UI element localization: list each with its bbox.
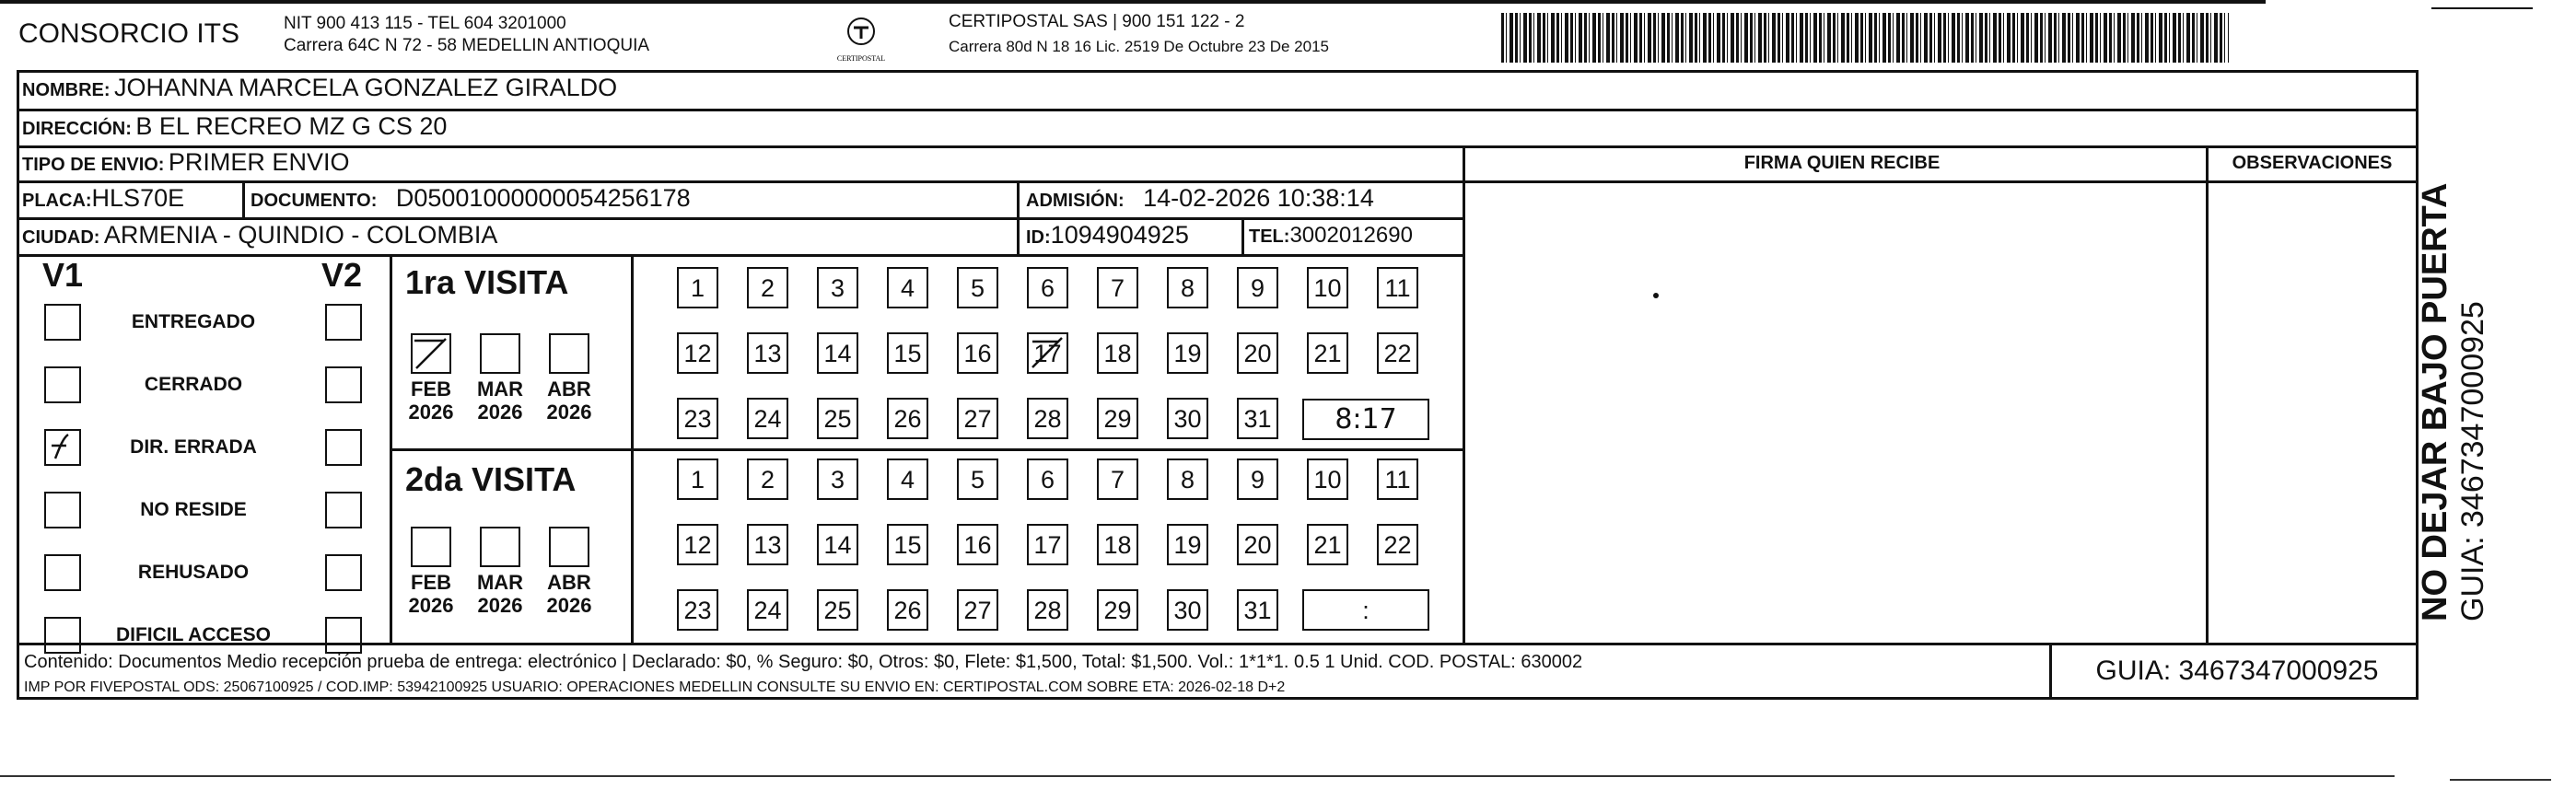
month-label	[403, 571, 459, 617]
day-box[interactable]: 14	[817, 332, 858, 374]
tel-row	[1249, 223, 1413, 249]
month-checkbox[interactable]	[411, 333, 451, 374]
day-box[interactable]: 15	[887, 332, 928, 374]
v1-checkbox[interactable]	[44, 554, 81, 591]
nombre-label: NOMBRE:	[22, 80, 111, 100]
day-box[interactable]: 23	[677, 398, 718, 439]
day-box[interactable]: 26	[887, 398, 928, 439]
day-box[interactable]: 25	[817, 398, 858, 439]
day-box[interactable]: 5	[957, 459, 998, 500]
v2-checkbox[interactable]	[325, 492, 362, 528]
day-box[interactable]: 1	[677, 459, 718, 500]
observaciones-label: OBSERVACIONES	[2232, 153, 2393, 173]
day-box[interactable]: 13	[747, 332, 788, 374]
v1-checkbox[interactable]	[44, 617, 81, 654]
nombre-row	[22, 74, 617, 102]
day-box[interactable]: 7	[1097, 267, 1138, 308]
bottom-corner-rule	[2450, 779, 2551, 781]
row-line	[17, 643, 2419, 645]
day-box[interactable]: 10	[1307, 267, 1348, 308]
v1-checkbox[interactable]	[44, 429, 81, 466]
day-box[interactable]: 19	[1167, 332, 1208, 374]
month-checkbox[interactable]	[411, 527, 451, 567]
month-label	[403, 377, 459, 424]
v2-checkbox[interactable]	[325, 304, 362, 341]
certipostal-logo	[833, 13, 889, 68]
day-box[interactable]: 22	[1377, 332, 1418, 374]
documento-label: DOCUMENTO:	[251, 191, 378, 211]
ciudad-value: ARMENIA - QUINDIO - COLOMBIA	[103, 221, 498, 249]
id-value: 1094904925	[1050, 221, 1189, 249]
ciudad-label: CIUDAD:	[22, 227, 100, 248]
side-guia: GUIA: 3467347000925	[2455, 301, 2490, 621]
day-box[interactable]: 21	[1307, 524, 1348, 565]
month-checkbox[interactable]	[480, 333, 520, 374]
tipo-label: TIPO DE ENVIO:	[22, 155, 165, 175]
v2-label: V2	[321, 256, 363, 294]
side-warning: NO DEJAR BAJO PUERTA	[2416, 182, 2454, 621]
day-box[interactable]: 18	[1097, 332, 1138, 374]
day-box[interactable]: 6	[1027, 459, 1068, 500]
month-year: 2026	[477, 594, 523, 617]
day-box[interactable]: 26	[887, 589, 928, 631]
day-box[interactable]: 5	[957, 267, 998, 308]
month-year: 2026	[546, 594, 592, 617]
company-address: Carrera 64C N 72 - 58 MEDELLIN ANTIOQUIA	[284, 36, 650, 55]
col-line	[1017, 180, 1020, 254]
month-label	[542, 377, 597, 424]
day-box[interactable]: 12	[677, 524, 718, 565]
barcode	[1501, 13, 2229, 63]
footer-guia: GUIA: 3467347000925	[2095, 656, 2379, 686]
month-year: 2026	[408, 594, 454, 617]
id-row	[1026, 221, 1189, 250]
month-checkbox[interactable]	[480, 527, 520, 567]
admision-value: 14-02-2026 10:38:14	[1143, 184, 1374, 212]
v1-checkbox[interactable]	[44, 366, 81, 403]
row-line	[17, 145, 2419, 148]
row-line	[17, 217, 1463, 220]
month-name: MAR	[476, 571, 524, 594]
col-line	[2049, 643, 2052, 700]
day-box[interactable]: 21	[1307, 332, 1348, 374]
firma-label: FIRMA QUIEN RECIBE	[1743, 153, 1941, 173]
day-box[interactable]: 16	[957, 332, 998, 374]
col-line	[1241, 217, 1244, 254]
row-line	[17, 254, 1463, 257]
day-box[interactable]: 2	[747, 267, 788, 308]
day-box[interactable]: 22	[1377, 524, 1418, 565]
company-nit: NIT 900 413 115 - TEL 604 3201000	[284, 14, 566, 33]
documento-row	[251, 184, 691, 213]
col-line	[1463, 145, 1465, 643]
day-box[interactable]: 17	[1027, 524, 1068, 565]
day-box[interactable]: 24	[747, 589, 788, 631]
month-name: FEB	[411, 377, 451, 400]
imp-text: IMP POR FIVEPOSTAL ODS: 25067100925 / COD.IMP: 53942100925 USUARIO: OPERACIONES MEDELLIN CONSULTE SU ENVIO EN: CERTIPOSTAL.COM SOBRE ETA: 2026-02-18 D+2	[24, 679, 1286, 695]
v2-checkbox[interactable]	[325, 366, 362, 403]
day-box[interactable]: 20	[1237, 524, 1278, 565]
day-box[interactable]: 27	[957, 589, 998, 631]
v2-checkbox[interactable]	[325, 554, 362, 591]
visit1-title: 1ra VISITA	[405, 263, 569, 301]
reason-label: DIFICIL ACCESO	[115, 624, 271, 645]
carrier-name: CERTIPOSTAL SAS | 900 151 122 - 2	[949, 12, 1245, 31]
row-line	[17, 180, 2419, 183]
month-name: FEB	[411, 571, 451, 594]
day-box[interactable]: 9	[1237, 459, 1278, 500]
placa-label: PLACA:	[22, 191, 92, 211]
reason-label: REHUSADO	[137, 562, 250, 583]
day-box[interactable]: 4	[887, 459, 928, 500]
v1-label: V1	[42, 256, 84, 294]
day-box[interactable]: 4	[887, 267, 928, 308]
day-box[interactable]: 17	[1027, 332, 1068, 374]
tel-value: 3002012690	[1289, 223, 1413, 248]
placa-row	[22, 184, 184, 213]
day-box[interactable]: 20	[1237, 332, 1278, 374]
signature-dot	[1653, 293, 1659, 298]
carrier-address: Carrera 80d N 18 16 Lic. 2519 De Octubre 23 De 2015	[949, 38, 1329, 55]
tipo-value: PRIMER ENVIO	[168, 148, 350, 176]
month-year: 2026	[546, 400, 592, 424]
day-box[interactable]: 2	[747, 459, 788, 500]
day-box[interactable]: 27	[957, 398, 998, 439]
month-label	[542, 571, 597, 617]
tel-label: TEL:	[1249, 226, 1290, 247]
bottom-rule	[0, 775, 2395, 777]
contenido-text: Contenido: Documentos Medio recepción prueba de entrega: electrónico | Declarado: $0, % Seguro: $0, Otros: $0, Flete: $1,500, Total: $1,500. Vol.: 1*1*1. 0.5 1 Unid. COD. POSTAL: 630002	[24, 652, 1583, 672]
day-box[interactable]: 12	[677, 332, 718, 374]
visit1-time[interactable]: 8:17	[1302, 399, 1429, 440]
day-box[interactable]: 19	[1167, 524, 1208, 565]
company-name: CONSORCIO ITS	[18, 18, 240, 49]
month-year: 2026	[408, 400, 454, 424]
day-box[interactable]: 30	[1167, 398, 1208, 439]
day-box[interactable]: 6	[1027, 267, 1068, 308]
admision-row	[1026, 184, 1374, 213]
documento-value: D05001000000054256178	[395, 184, 691, 212]
day-box[interactable]: 29	[1097, 398, 1138, 439]
day-box[interactable]: 13	[747, 524, 788, 565]
day-box[interactable]: 9	[1237, 267, 1278, 308]
reason-label: DIR. ERRADA	[130, 436, 257, 458]
top-rule	[0, 0, 2266, 4]
month-year: 2026	[477, 400, 523, 424]
col-line	[242, 180, 245, 217]
month-checkbox[interactable]	[549, 527, 589, 567]
day-box[interactable]: 25	[817, 589, 858, 631]
direccion-row	[22, 112, 447, 141]
reason-label: CERRADO	[144, 374, 243, 395]
visit2-time[interactable]: :	[1302, 589, 1429, 631]
side-text	[2415, 183, 2490, 621]
day-box[interactable]: 14	[817, 524, 858, 565]
day-box[interactable]: 24	[747, 398, 788, 439]
day-box[interactable]: 16	[957, 524, 998, 565]
month-name: ABR	[547, 571, 591, 594]
reason-label: NO RESIDE	[140, 499, 247, 520]
day-box[interactable]: 11	[1377, 459, 1418, 500]
day-box[interactable]: 7	[1097, 459, 1138, 500]
day-box[interactable]: 30	[1167, 589, 1208, 631]
month-name: MAR	[476, 377, 524, 400]
v1-checkbox[interactable]	[44, 492, 81, 528]
id-label: ID:	[1026, 227, 1051, 248]
day-box[interactable]: 3	[817, 267, 858, 308]
tipo-row	[22, 148, 349, 177]
direccion-value: B EL RECREO MZ G CS 20	[135, 112, 448, 140]
corner-rule	[2431, 7, 2533, 9]
month-checkbox[interactable]	[549, 333, 589, 374]
day-box[interactable]: 31	[1237, 589, 1278, 631]
day-box[interactable]: 29	[1097, 589, 1138, 631]
day-box[interactable]: 28	[1027, 398, 1068, 439]
day-box[interactable]: 8	[1167, 267, 1208, 308]
v2-checkbox[interactable]	[325, 617, 362, 654]
day-box[interactable]: 1	[677, 267, 718, 308]
row-line	[17, 109, 2419, 111]
day-box[interactable]: 10	[1307, 459, 1348, 500]
day-box[interactable]: 18	[1097, 524, 1138, 565]
day-box[interactable]: 23	[677, 589, 718, 631]
month-label	[472, 377, 528, 424]
v2-checkbox[interactable]	[325, 429, 362, 466]
reason-label: ENTREGADO	[131, 311, 256, 332]
day-box[interactable]: 8	[1167, 459, 1208, 500]
placa-value: HLS70E	[91, 184, 185, 212]
month-label	[472, 571, 528, 617]
day-box[interactable]: 11	[1377, 267, 1418, 308]
ciudad-row	[22, 221, 497, 250]
v1-checkbox[interactable]	[44, 304, 81, 341]
direccion-label: DIRECCIÓN:	[22, 119, 132, 139]
visit2-title: 2da VISITA	[405, 460, 577, 498]
day-box[interactable]: 3	[817, 459, 858, 500]
logo-text: CERTIPOSTAL	[836, 54, 886, 63]
nombre-value: JOHANNA MARCELA GONZALEZ GIRALDO	[114, 74, 618, 101]
month-name: ABR	[547, 377, 591, 400]
admision-label: ADMISIÓN:	[1026, 191, 1125, 211]
day-box[interactable]: 31	[1237, 398, 1278, 439]
col-line	[2206, 145, 2209, 643]
day-box[interactable]: 15	[887, 524, 928, 565]
row-line	[390, 448, 1463, 451]
day-box[interactable]: 28	[1027, 589, 1068, 631]
